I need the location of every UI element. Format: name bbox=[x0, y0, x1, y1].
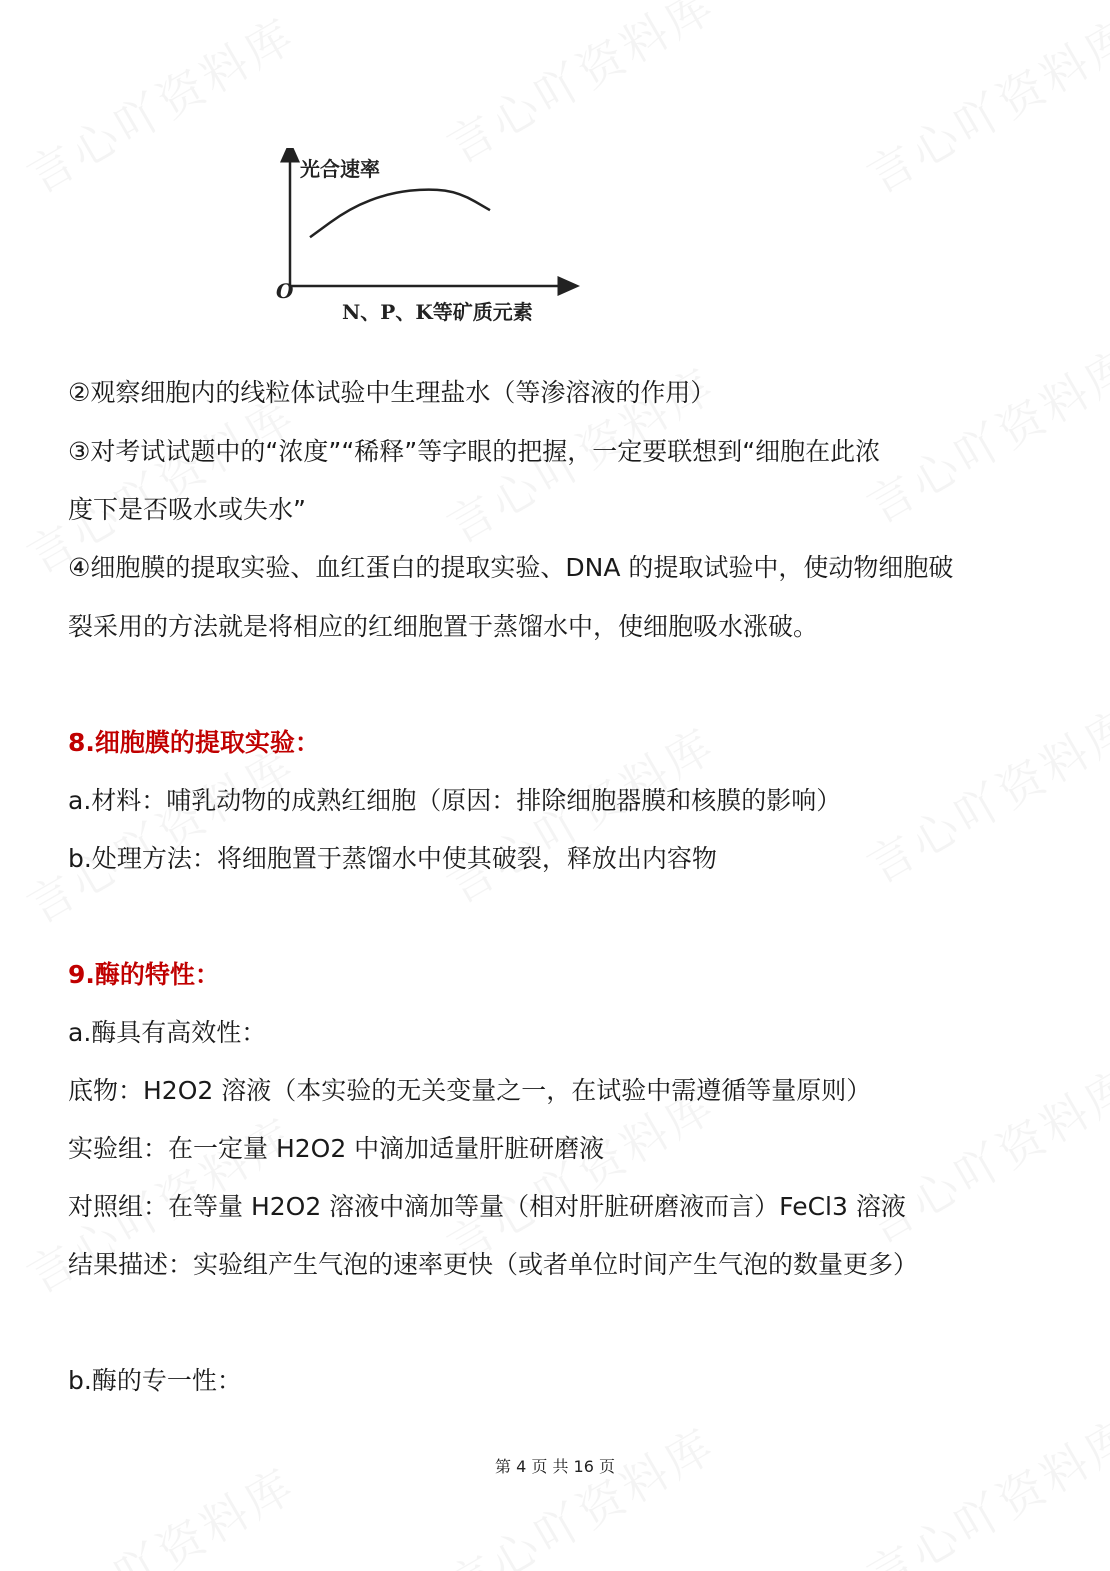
section-9-item-b: b.酶的专一性： bbox=[68, 1366, 242, 1395]
watermark-text bbox=[14, 729, 307, 936]
origin-label: O bbox=[276, 279, 294, 303]
watermark-text bbox=[854, 1049, 1110, 1256]
paragraph-2: ②观察细胞内的线粒体试验中生理盐水（等渗溶液的作用） bbox=[68, 378, 716, 407]
section-9-result: 结果描述：实验组产生气泡的速率更快（或者单位时间产生气泡的数量更多） bbox=[68, 1250, 919, 1279]
section-9-substrate: 底物：H2O2 溶液（本实验的无关变量之一，在试验中需遵循等量原则） bbox=[68, 1076, 872, 1105]
section-8-item-b: b.处理方法：将细胞置于蒸馏水中使其破裂，释放出内容物 bbox=[68, 844, 717, 873]
paragraph-3-line-2: 度下是否吸水或失水” bbox=[68, 495, 306, 524]
watermark-text bbox=[854, 0, 1110, 207]
paragraph-4-line-1: ④细胞膜的提取实验、血红蛋白的提取实验、DNA 的提取试验中，使动物细胞破 bbox=[68, 553, 954, 582]
watermark-text bbox=[854, 329, 1110, 536]
paragraph-3-line-1: ③对考试试题中的“浓度”“稀释”等字眼的把握，一定要联想到“细胞在此浓 bbox=[68, 437, 881, 466]
y-axis-label: 光合速率 bbox=[300, 157, 380, 181]
section-9-heading: 9.酶的特性： bbox=[68, 960, 220, 989]
watermark-text bbox=[14, 0, 307, 207]
paragraph-4-line-2: 裂采用的方法就是将相应的红细胞置于蒸馏水中，使细胞吸水涨破。 bbox=[68, 612, 819, 641]
watermark-text bbox=[854, 1399, 1110, 1571]
section-9-control: 对照组：在等量 H2O2 溶液中滴加等量（相对肝脏研磨液而言）FeCl3 溶液 bbox=[68, 1192, 906, 1221]
watermark-text bbox=[854, 689, 1110, 896]
chart-svg bbox=[268, 148, 588, 328]
section-8-item-a: a.材料：哺乳动物的成熟红细胞（原因：排除细胞器膜和核膜的影响） bbox=[68, 786, 842, 815]
photosynthesis-chart bbox=[268, 148, 588, 328]
section-8-heading: 8.细胞膜的提取实验： bbox=[68, 728, 320, 757]
watermark-text bbox=[434, 1409, 727, 1571]
photosynthesis-curve bbox=[310, 190, 490, 238]
section-9-item-a: a.酶具有高效性： bbox=[68, 1018, 267, 1047]
section-9-experiment: 实验组：在一定量 H2O2 中滴加适量肝脏研磨液 bbox=[68, 1134, 605, 1163]
page-footer: 第 4 页 共 16 页 bbox=[495, 1457, 615, 1476]
x-axis-label: N、P、K等矿质元素 bbox=[342, 300, 533, 324]
